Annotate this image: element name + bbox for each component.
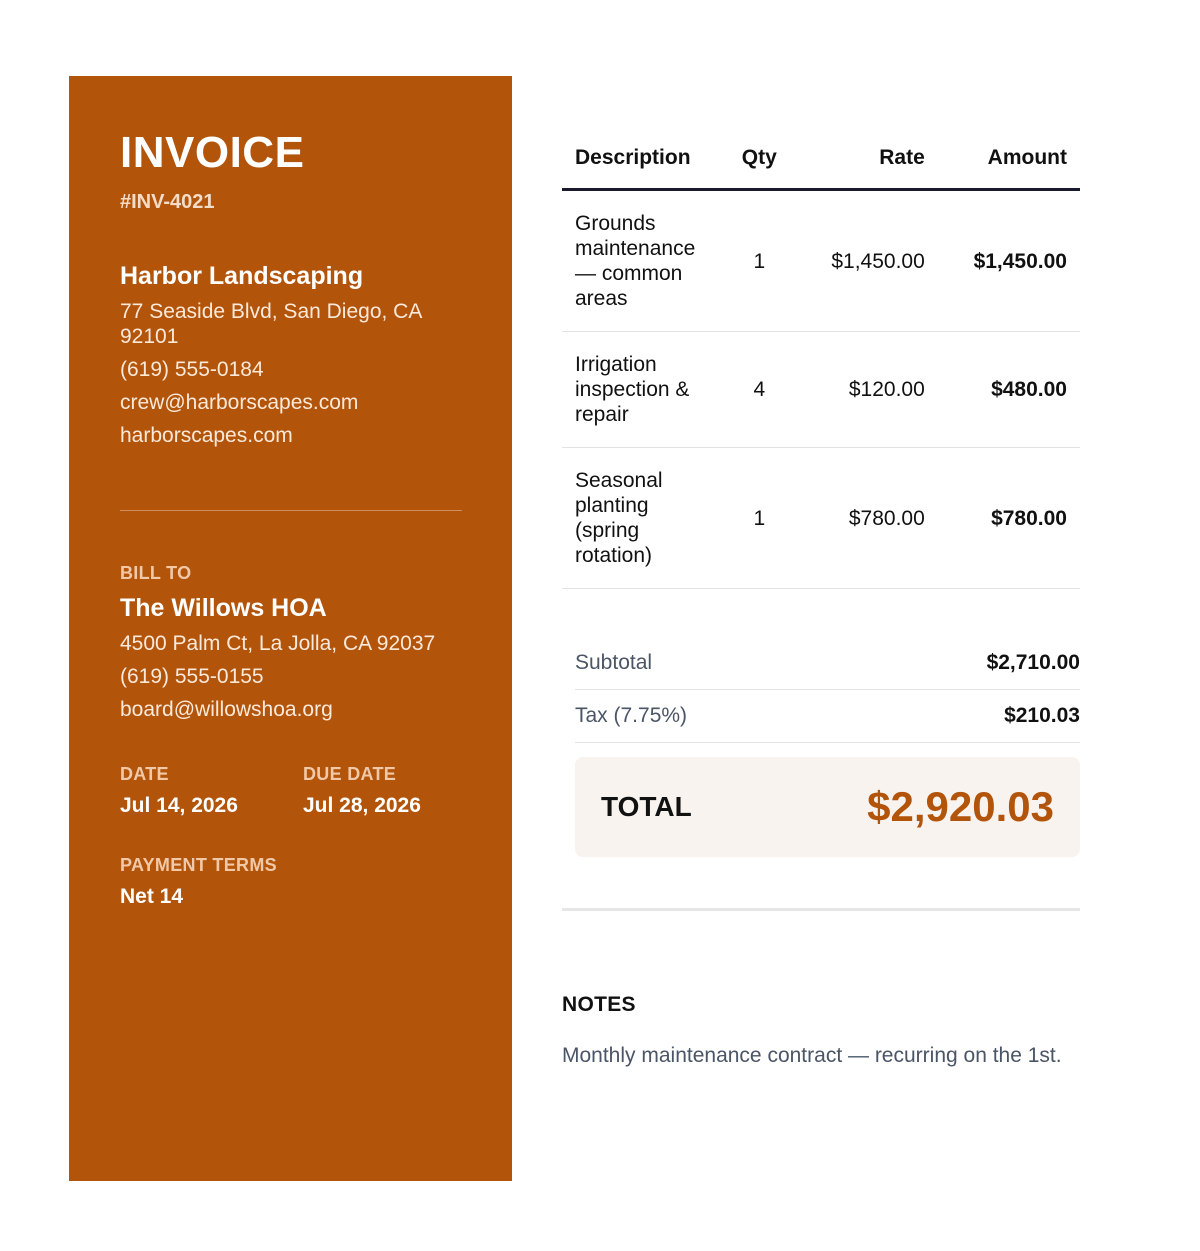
invoice-sidebar bbox=[69, 76, 512, 1181]
table-row bbox=[562, 448, 1080, 589]
due-date-value: Jul 28, 2026 bbox=[303, 794, 421, 817]
due-date-label: DUE DATE bbox=[303, 764, 397, 784]
total-value: $2,920.03 bbox=[867, 783, 1054, 830]
sender-address: 77 Seaside Blvd, San Diego, CA 92101 bbox=[120, 300, 422, 348]
bill-to-label: BILL TO bbox=[120, 563, 192, 583]
table-row bbox=[562, 332, 1080, 448]
invoice-title: INVOICE bbox=[120, 128, 305, 177]
issue-date bbox=[120, 764, 238, 818]
bill-to-info bbox=[120, 563, 480, 730]
row-amount: $780.00 bbox=[938, 448, 1080, 589]
row-description: Seasonal planting (spring rotation) bbox=[562, 448, 723, 589]
col-qty: Qty bbox=[723, 126, 796, 190]
col-amount: Amount bbox=[938, 126, 1080, 190]
tax-row bbox=[575, 690, 1080, 743]
tax-label: Tax (7.75%) bbox=[575, 704, 688, 727]
table-row bbox=[562, 190, 1080, 332]
row-rate: $1,450.00 bbox=[796, 190, 938, 332]
sidebar-divider bbox=[120, 510, 462, 511]
sender-info bbox=[120, 262, 462, 456]
sender-email[interactable]: crew@harborscapes.com bbox=[120, 391, 359, 414]
row-qty: 4 bbox=[723, 332, 796, 448]
payment-terms bbox=[120, 855, 277, 909]
notes-text: Monthly maintenance contract — recurring on the 1st. bbox=[562, 1044, 1062, 1067]
grand-total-box bbox=[575, 757, 1080, 857]
payment-terms-label: PAYMENT TERMS bbox=[120, 855, 277, 875]
row-qty: 1 bbox=[723, 190, 796, 332]
col-rate: Rate bbox=[796, 126, 938, 190]
totals-summary bbox=[575, 637, 1080, 743]
invoice-number: #INV-4021 bbox=[120, 191, 215, 213]
sender-website[interactable]: harborscapes.com bbox=[120, 424, 293, 447]
tax-value: $210.03 bbox=[1004, 704, 1080, 727]
issue-date-label: DATE bbox=[120, 764, 169, 784]
section-divider bbox=[562, 908, 1080, 911]
line-items-table bbox=[562, 126, 1080, 589]
sender-name: Harbor Landscaping bbox=[120, 262, 364, 290]
subtotal-label: Subtotal bbox=[575, 651, 653, 674]
due-date bbox=[303, 764, 421, 818]
row-amount: $480.00 bbox=[938, 332, 1080, 448]
row-rate: $120.00 bbox=[796, 332, 938, 448]
subtotal-row bbox=[575, 637, 1080, 690]
payment-terms-value: Net 14 bbox=[120, 885, 184, 908]
row-description: Irrigation inspection & repair bbox=[562, 332, 723, 448]
row-rate: $780.00 bbox=[796, 448, 938, 589]
client-address: 4500 Palm Ct, La Jolla, CA 92037 bbox=[120, 632, 436, 655]
issue-date-value: Jul 14, 2026 bbox=[120, 794, 238, 817]
table-header-row bbox=[562, 126, 1080, 190]
sender-phone: (619) 555-0184 bbox=[120, 358, 264, 381]
row-amount: $1,450.00 bbox=[938, 190, 1080, 332]
client-phone: (619) 555-0155 bbox=[120, 665, 264, 688]
row-description: Grounds maintenance — common areas bbox=[562, 190, 723, 332]
client-name: The Willows HOA bbox=[120, 594, 327, 622]
subtotal-value: $2,710.00 bbox=[986, 651, 1080, 674]
row-qty: 1 bbox=[723, 448, 796, 589]
notes-label: NOTES bbox=[562, 993, 636, 1016]
col-description: Description bbox=[562, 126, 723, 190]
client-email[interactable]: board@willowshoa.org bbox=[120, 698, 333, 721]
total-label: TOTAL bbox=[601, 791, 692, 822]
